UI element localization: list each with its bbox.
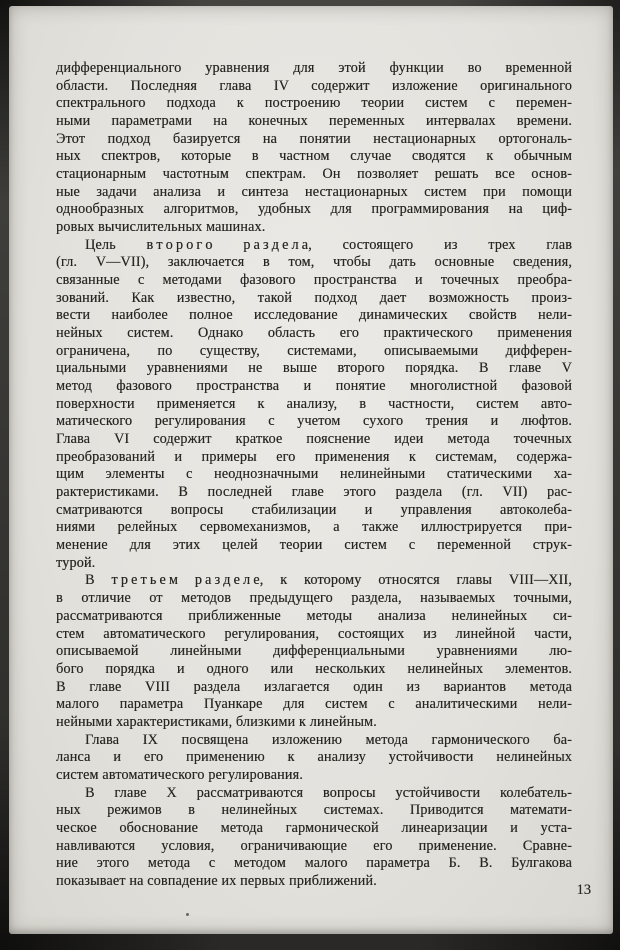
text-line: В т р е т ь е м р а з д е л е, к которому относятся главы VIII—XII, <box>85 572 572 589</box>
text-line: В главе VIII раздела излагается один из вариантов метода <box>56 678 572 695</box>
text-line: ланса и его применению к анализу устойчивости нелинейных <box>56 749 572 766</box>
text-line: сматриваются вопросы стабилизации и управления автоколеба- <box>56 501 572 518</box>
text-line: рассматриваются приближенные методы анализа нелинейных си- <box>56 607 572 624</box>
book-page <box>9 6 613 934</box>
text-line: навливаются условия, ограничивающие его применение. Сравне- <box>56 837 572 854</box>
text-line: вести наиболее полное исследование динамических свойств нели- <box>56 307 572 324</box>
text-line: ниями релейных сервомеханизмов, а также иллюстрируется при- <box>56 519 572 536</box>
text-line: (гл. V—VII), заключается в том, чтобы дать основные сведения, <box>56 254 572 271</box>
text-line: менение для этих целей теории систем с переменной струк- <box>56 537 572 554</box>
text-line: щим элементы с неоднозначными нелинейными статическими ха- <box>56 466 572 483</box>
text-line: описываемой линейными дифференциальными уравнениями лю- <box>56 643 572 660</box>
text-line: в отличие от методов предыдущего раздела, называемых точными, <box>56 590 572 607</box>
text-line: В главе X рассматриваются вопросы устойчивости колебатель- <box>85 784 572 801</box>
text-line: Этот подход базируется на понятии нестационарных ортогональ- <box>56 130 572 147</box>
text-line: стационарным частотным спектрам. Он позволяет решать все основ- <box>56 166 572 183</box>
scan-artifact-dot <box>186 913 189 916</box>
text-line: ных режимов в нелинейных системах. Приводится математи- <box>56 802 572 819</box>
text-line: стем автоматического регулирования, состоящих из линейной части, <box>56 625 572 642</box>
text-line: зований. Как известно, такой подход дает возможность произ- <box>56 289 572 306</box>
text-line: поверхности применяется к анализу, в частности, систем авто- <box>56 395 572 412</box>
text-line: рактеристиками. В последней главе этого раздела (гл. VII) рас- <box>56 484 572 501</box>
text-line: показывает на совпадение их первых приближений. <box>56 872 377 889</box>
text-line: матического регулирования с учетом сухого трения и люфтов. <box>56 413 572 430</box>
text-line: ограничена, по существу, системами, описываемыми дифферен- <box>56 342 572 359</box>
text-line: ровых вычислительных машинах. <box>56 219 266 236</box>
text-line: нейных систем. Однако область его практического применения <box>56 325 572 342</box>
paragraph <box>56 237 572 573</box>
text-line: связанные с методами фазового пространства и точечных преобра- <box>56 272 572 289</box>
text-line: ные задачи анализа и синтеза нестационарных систем при помощи <box>56 183 572 200</box>
text-line: метод фазового пространства и понятие многолистной фазовой <box>56 378 572 395</box>
text-line: турой. <box>56 554 96 571</box>
text-line: нейными характеристиками, близкими к линейным. <box>56 713 377 730</box>
text-line: ных спектров, которые в частном случае сводятся к обычным <box>56 148 572 165</box>
paragraph <box>56 785 572 891</box>
text-line: Цель в т о р о г о р а з д е л а, состоящего из трех глав <box>85 236 572 253</box>
text-line: ние этого метода с методом малого параметра Б. В. Булгакова <box>56 855 572 872</box>
paragraph <box>56 732 572 785</box>
text-line: Глава IX посвящена изложению метода гармонического ба- <box>85 731 572 748</box>
paragraph <box>56 60 572 237</box>
text-block <box>56 60 572 891</box>
text-line: однообразных алгоритмов, удобных для программирования на циф- <box>56 201 572 218</box>
page-number: 13 <box>576 882 591 898</box>
text-line: ными параметрами на конечных переменных интервалах времени. <box>56 113 572 130</box>
text-line: малого параметра Пуанкаре для систем с аналитическими нели- <box>56 696 572 713</box>
text-line: Глава VI содержит краткое пояснение идеи метода точечных <box>56 431 572 448</box>
paragraph <box>56 572 572 731</box>
text-line: ческое обоснование метода гармонической линеаризации и уста- <box>56 819 572 836</box>
text-line: систем автоматического регулирования. <box>56 766 303 783</box>
text-line: спектрального подхода к построению теории систем с перемен- <box>56 95 572 112</box>
text-line: бого порядка и одного или нескольких нелинейных элементов. <box>56 660 572 677</box>
text-line: области. Последняя глава IV содержит изложение оригинального <box>56 77 572 94</box>
text-line: циальными уравнениями не выше второго порядка. В главе V <box>56 360 572 377</box>
text-line: преобразований и примеры его применения к системам, содержа- <box>56 448 572 465</box>
text-line: дифференциального уравнения для этой функции во временной <box>56 60 572 76</box>
